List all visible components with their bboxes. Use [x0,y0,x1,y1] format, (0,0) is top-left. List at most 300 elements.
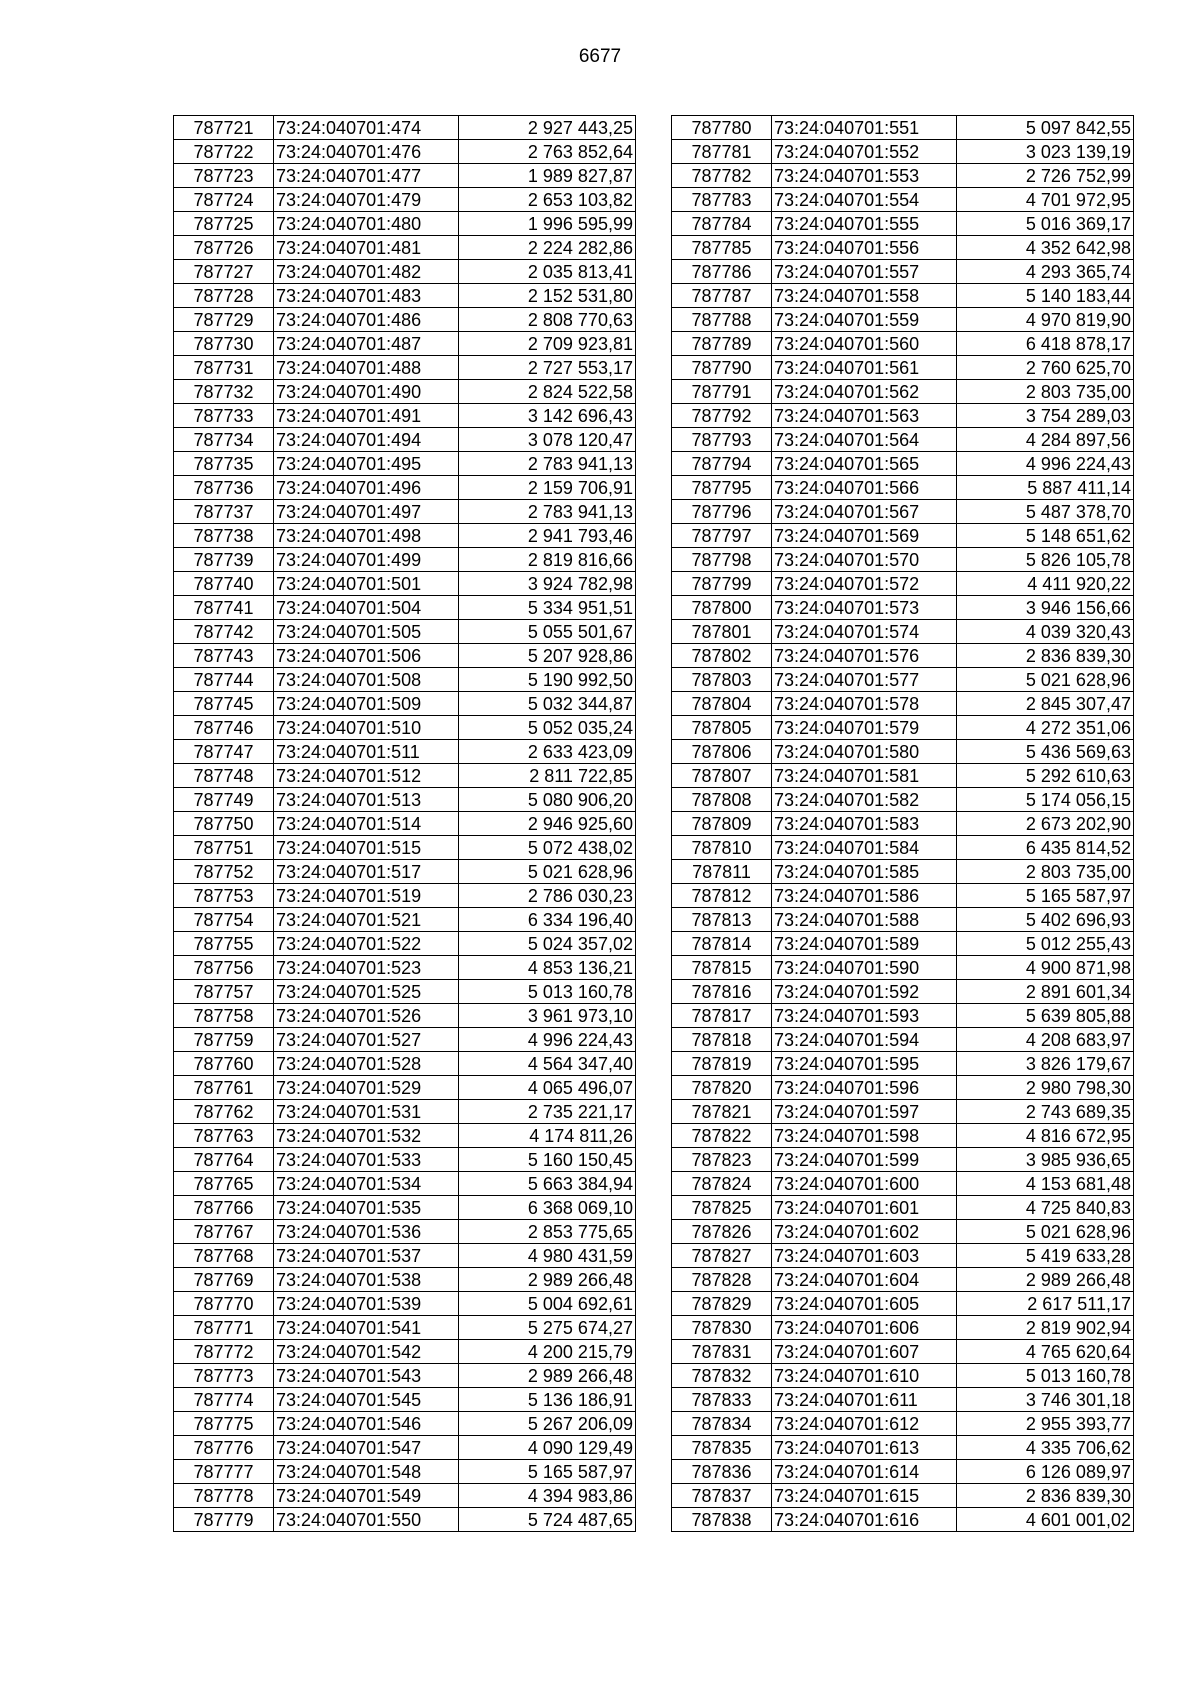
cadastral-number-cell: 73:24:040701:546 [274,1412,459,1436]
row-number-cell: 787745 [174,692,274,716]
row-number-cell: 787781 [672,140,772,164]
row-number-cell: 787772 [174,1340,274,1364]
row-number-cell: 787838 [672,1508,772,1532]
cadastral-number-cell: 73:24:040701:488 [274,356,459,380]
table-row [174,980,636,1004]
table-row [672,1340,1134,1364]
row-number-cell: 787735 [174,452,274,476]
table-row [174,140,636,164]
cadastral-number-cell: 73:24:040701:528 [274,1052,459,1076]
cadastral-number-cell: 73:24:040701:590 [772,956,957,980]
cadastral-number-cell: 73:24:040701:565 [772,452,957,476]
value-cell: 2 836 839,30 [957,1484,1134,1508]
cadastral-number-cell: 73:24:040701:505 [274,620,459,644]
row-number-cell: 787771 [174,1316,274,1340]
table-row [174,476,636,500]
row-number-cell: 787836 [672,1460,772,1484]
row-number-cell: 787831 [672,1340,772,1364]
row-number-cell: 787790 [672,356,772,380]
cadastral-number-cell: 73:24:040701:497 [274,500,459,524]
table-row [672,1388,1134,1412]
value-cell: 5 487 378,70 [957,500,1134,524]
table-row [672,1292,1134,1316]
row-number-cell: 787737 [174,500,274,524]
table-row [672,140,1134,164]
value-cell: 4 816 672,95 [957,1124,1134,1148]
table-row [672,1244,1134,1268]
table-row [174,1340,636,1364]
row-number-cell: 787825 [672,1196,772,1220]
cadastral-number-cell: 73:24:040701:525 [274,980,459,1004]
table-row [672,188,1134,212]
value-cell: 4 853 136,21 [459,956,636,980]
table-row [672,1412,1134,1436]
table-row [174,116,636,140]
row-number-cell: 787750 [174,812,274,836]
table-row [672,404,1134,428]
table-row [672,1460,1134,1484]
row-number-cell: 787762 [174,1100,274,1124]
value-cell: 2 783 941,13 [459,452,636,476]
cadastral-number-cell: 73:24:040701:537 [274,1244,459,1268]
value-cell: 2 159 706,91 [459,476,636,500]
cadastral-number-cell: 73:24:040701:521 [274,908,459,932]
value-cell: 2 803 735,00 [957,380,1134,404]
cadastral-number-cell: 73:24:040701:597 [772,1100,957,1124]
row-number-cell: 787760 [174,1052,274,1076]
table-row [174,1484,636,1508]
row-number-cell: 787774 [174,1388,274,1412]
row-number-cell: 787742 [174,620,274,644]
cadastral-number-cell: 73:24:040701:515 [274,836,459,860]
value-cell: 5 267 206,09 [459,1412,636,1436]
row-number-cell: 787725 [174,212,274,236]
value-cell: 5 021 628,96 [957,1220,1134,1244]
row-number-cell: 787837 [672,1484,772,1508]
value-cell: 2 735 221,17 [459,1100,636,1124]
cadastral-number-cell: 73:24:040701:548 [274,1460,459,1484]
cadastral-number-cell: 73:24:040701:529 [274,1076,459,1100]
value-cell: 5 724 487,65 [459,1508,636,1532]
row-number-cell: 787730 [174,332,274,356]
value-cell: 5 148 651,62 [957,524,1134,548]
cadastral-number-cell: 73:24:040701:512 [274,764,459,788]
value-cell: 5 292 610,63 [957,764,1134,788]
table-row [174,260,636,284]
row-number-cell: 787802 [672,644,772,668]
cadastral-number-cell: 73:24:040701:563 [772,404,957,428]
value-cell: 5 055 501,67 [459,620,636,644]
cadastral-number-cell: 73:24:040701:535 [274,1196,459,1220]
value-cell: 4 765 620,64 [957,1340,1134,1364]
cadastral-number-cell: 73:24:040701:509 [274,692,459,716]
table-row [174,1172,636,1196]
value-cell: 2 760 625,70 [957,356,1134,380]
value-cell: 3 985 936,65 [957,1148,1134,1172]
value-cell: 5 024 357,02 [459,932,636,956]
value-cell: 2 989 266,48 [957,1268,1134,1292]
table-row [672,548,1134,572]
table-row [174,740,636,764]
row-number-cell: 787817 [672,1004,772,1028]
value-cell: 2 783 941,13 [459,500,636,524]
table-row [672,452,1134,476]
row-number-cell: 787813 [672,908,772,932]
value-cell: 3 746 301,18 [957,1388,1134,1412]
value-cell: 3 961 973,10 [459,1004,636,1028]
row-number-cell: 787764 [174,1148,274,1172]
value-cell: 2 891 601,34 [957,980,1134,1004]
cadastral-number-cell: 73:24:040701:604 [772,1268,957,1292]
row-number-cell: 787778 [174,1484,274,1508]
cadastral-number-cell: 73:24:040701:564 [772,428,957,452]
value-cell: 2 743 689,35 [957,1100,1134,1124]
value-cell: 5 032 344,87 [459,692,636,716]
table-row [174,1196,636,1220]
table-row [672,836,1134,860]
value-cell: 5 419 633,28 [957,1244,1134,1268]
value-cell: 4 394 983,86 [459,1484,636,1508]
row-number-cell: 787756 [174,956,274,980]
table-row [672,716,1134,740]
row-number-cell: 787832 [672,1364,772,1388]
row-number-cell: 787732 [174,380,274,404]
value-cell: 2 763 852,64 [459,140,636,164]
value-cell: 2 786 030,23 [459,884,636,908]
table-row [672,476,1134,500]
table-row [174,1124,636,1148]
cadastral-number-cell: 73:24:040701:560 [772,332,957,356]
cadastral-number-cell: 73:24:040701:482 [274,260,459,284]
table-row [672,1028,1134,1052]
value-cell: 5 826 105,78 [957,548,1134,572]
cadastral-number-cell: 73:24:040701:576 [772,644,957,668]
cadastral-number-cell: 73:24:040701:567 [772,500,957,524]
table-row [174,428,636,452]
table-row [672,1100,1134,1124]
table-row [672,1196,1134,1220]
cadastral-number-cell: 73:24:040701:477 [274,164,459,188]
cadastral-number-cell: 73:24:040701:579 [772,716,957,740]
table-row [174,188,636,212]
table-row [174,764,636,788]
table-row [672,1268,1134,1292]
value-cell: 2 836 839,30 [957,644,1134,668]
cadastral-number-cell: 73:24:040701:607 [772,1340,957,1364]
row-number-cell: 787767 [174,1220,274,1244]
row-number-cell: 787734 [174,428,274,452]
value-cell: 5 663 384,94 [459,1172,636,1196]
table-row [174,284,636,308]
row-number-cell: 787783 [672,188,772,212]
cadastral-number-cell: 73:24:040701:506 [274,644,459,668]
cadastral-number-cell: 73:24:040701:561 [772,356,957,380]
table-row [174,1436,636,1460]
row-number-cell: 787743 [174,644,274,668]
value-cell: 2 224 282,86 [459,236,636,260]
row-number-cell: 787827 [672,1244,772,1268]
cadastral-number-cell: 73:24:040701:605 [772,1292,957,1316]
value-cell: 4 996 224,43 [459,1028,636,1052]
row-number-cell: 787810 [672,836,772,860]
row-number-cell: 787755 [174,932,274,956]
cadastral-number-cell: 73:24:040701:532 [274,1124,459,1148]
cadastral-number-cell: 73:24:040701:589 [772,932,957,956]
value-cell: 2 673 202,90 [957,812,1134,836]
value-cell: 5 004 692,61 [459,1292,636,1316]
value-cell: 5 165 587,97 [459,1460,636,1484]
cadastral-number-cell: 73:24:040701:559 [772,308,957,332]
table-row [672,1484,1134,1508]
table-row [174,932,636,956]
table-row [174,620,636,644]
table-row [672,428,1134,452]
value-cell: 5 436 569,63 [957,740,1134,764]
row-number-cell: 787754 [174,908,274,932]
row-number-cell: 787791 [672,380,772,404]
cadastral-number-cell: 73:24:040701:495 [274,452,459,476]
row-number-cell: 787766 [174,1196,274,1220]
table-row [174,956,636,980]
cadastral-number-cell: 73:24:040701:514 [274,812,459,836]
cadastral-number-cell: 73:24:040701:499 [274,548,459,572]
value-cell: 5 165 587,97 [957,884,1134,908]
table-row [672,788,1134,812]
cadastral-number-cell: 73:24:040701:552 [772,140,957,164]
row-number-cell: 787789 [672,332,772,356]
value-cell: 4 090 129,49 [459,1436,636,1460]
value-cell: 1 996 595,99 [459,212,636,236]
value-cell: 5 072 438,02 [459,836,636,860]
value-cell: 6 368 069,10 [459,1196,636,1220]
cadastral-number-cell: 73:24:040701:581 [772,764,957,788]
value-cell: 5 207 928,86 [459,644,636,668]
table-row [672,764,1134,788]
table-row [672,1172,1134,1196]
value-cell: 4 174 811,26 [459,1124,636,1148]
table-row [672,164,1134,188]
cadastral-number-cell: 73:24:040701:569 [772,524,957,548]
row-number-cell: 787795 [672,476,772,500]
cadastral-number-cell: 73:24:040701:501 [274,572,459,596]
row-number-cell: 787822 [672,1124,772,1148]
row-number-cell: 787776 [174,1436,274,1460]
value-cell: 2 709 923,81 [459,332,636,356]
table-row [672,620,1134,644]
value-cell: 4 335 706,62 [957,1436,1134,1460]
table-row [672,884,1134,908]
row-number-cell: 787828 [672,1268,772,1292]
row-number-cell: 787801 [672,620,772,644]
cadastral-number-cell: 73:24:040701:543 [274,1364,459,1388]
value-cell: 5 136 186,91 [459,1388,636,1412]
register-table-right [671,115,1134,1532]
row-number-cell: 787808 [672,788,772,812]
value-cell: 5 140 183,44 [957,284,1134,308]
table-row [174,212,636,236]
row-number-cell: 787751 [174,836,274,860]
row-number-cell: 787726 [174,236,274,260]
row-number-cell: 787819 [672,1052,772,1076]
cadastral-number-cell: 73:24:040701:586 [772,884,957,908]
table-row [672,1220,1134,1244]
value-cell: 6 435 814,52 [957,836,1134,860]
table-row [174,548,636,572]
row-number-cell: 787826 [672,1220,772,1244]
row-number-cell: 787788 [672,308,772,332]
cadastral-number-cell: 73:24:040701:612 [772,1412,957,1436]
cadastral-number-cell: 73:24:040701:593 [772,1004,957,1028]
value-cell: 2 811 722,85 [459,764,636,788]
table-row [174,308,636,332]
value-cell: 4 900 871,98 [957,956,1134,980]
cadastral-number-cell: 73:24:040701:476 [274,140,459,164]
table-row [174,1460,636,1484]
value-cell: 5 275 674,27 [459,1316,636,1340]
table-row [672,380,1134,404]
value-cell: 2 726 752,99 [957,164,1134,188]
table-row [672,1148,1134,1172]
table-row [672,1052,1134,1076]
table-row [174,812,636,836]
row-number-cell: 787752 [174,860,274,884]
row-number-cell: 787830 [672,1316,772,1340]
row-number-cell: 787784 [672,212,772,236]
table-row [174,1244,636,1268]
cadastral-number-cell: 73:24:040701:610 [772,1364,957,1388]
row-number-cell: 787818 [672,1028,772,1052]
value-cell: 4 970 819,90 [957,308,1134,332]
value-cell: 2 955 393,77 [957,1412,1134,1436]
row-number-cell: 787777 [174,1460,274,1484]
value-cell: 2 927 443,25 [459,116,636,140]
value-cell: 5 097 842,55 [957,116,1134,140]
value-cell: 2 946 925,60 [459,812,636,836]
cadastral-number-cell: 73:24:040701:496 [274,476,459,500]
value-cell: 5 080 906,20 [459,788,636,812]
table-row [672,1436,1134,1460]
cadastral-number-cell: 73:24:040701:613 [772,1436,957,1460]
value-cell: 4 564 347,40 [459,1052,636,1076]
row-number-cell: 787775 [174,1412,274,1436]
table-row [672,956,1134,980]
table-row [672,908,1134,932]
row-number-cell: 787824 [672,1172,772,1196]
row-number-cell: 787816 [672,980,772,1004]
value-cell: 2 808 770,63 [459,308,636,332]
row-number-cell: 787733 [174,404,274,428]
value-cell: 5 021 628,96 [957,668,1134,692]
cadastral-number-cell: 73:24:040701:570 [772,548,957,572]
table-row [174,164,636,188]
table-row [174,452,636,476]
value-cell: 4 065 496,07 [459,1076,636,1100]
table-row [174,596,636,620]
cadastral-number-cell: 73:24:040701:596 [772,1076,957,1100]
cadastral-number-cell: 73:24:040701:578 [772,692,957,716]
cadastral-number-cell: 73:24:040701:588 [772,908,957,932]
value-cell: 2 803 735,00 [957,860,1134,884]
value-cell: 4 272 351,06 [957,716,1134,740]
value-cell: 3 142 696,43 [459,404,636,428]
row-number-cell: 787786 [672,260,772,284]
cadastral-number-cell: 73:24:040701:602 [772,1220,957,1244]
cadastral-number-cell: 73:24:040701:541 [274,1316,459,1340]
cadastral-number-cell: 73:24:040701:508 [274,668,459,692]
value-cell: 2 989 266,48 [459,1268,636,1292]
cadastral-number-cell: 73:24:040701:526 [274,1004,459,1028]
cadastral-number-cell: 73:24:040701:592 [772,980,957,1004]
row-number-cell: 787797 [672,524,772,548]
row-number-cell: 787796 [672,500,772,524]
value-cell: 4 352 642,98 [957,236,1134,260]
value-cell: 2 152 531,80 [459,284,636,308]
value-cell: 2 035 813,41 [459,260,636,284]
cadastral-number-cell: 73:24:040701:531 [274,1100,459,1124]
cadastral-number-cell: 73:24:040701:549 [274,1484,459,1508]
cadastral-number-cell: 73:24:040701:614 [772,1460,957,1484]
row-number-cell: 787757 [174,980,274,1004]
cadastral-number-cell: 73:24:040701:479 [274,188,459,212]
table-row [174,860,636,884]
cadastral-number-cell: 73:24:040701:542 [274,1340,459,1364]
value-cell: 2 653 103,82 [459,188,636,212]
value-cell: 2 633 423,09 [459,740,636,764]
row-number-cell: 787834 [672,1412,772,1436]
table-row [672,1364,1134,1388]
table-row [174,836,636,860]
value-cell: 3 023 139,19 [957,140,1134,164]
table-row [672,284,1134,308]
table-row [174,1412,636,1436]
row-number-cell: 787722 [174,140,274,164]
cadastral-number-cell: 73:24:040701:573 [772,596,957,620]
row-number-cell: 787739 [174,548,274,572]
cadastral-number-cell: 73:24:040701:545 [274,1388,459,1412]
cadastral-number-cell: 73:24:040701:487 [274,332,459,356]
value-cell: 5 639 805,88 [957,1004,1134,1028]
cadastral-number-cell: 73:24:040701:550 [274,1508,459,1532]
cadastral-number-cell: 73:24:040701:577 [772,668,957,692]
value-cell: 5 160 150,45 [459,1148,636,1172]
table-row [174,908,636,932]
row-number-cell: 787761 [174,1076,274,1100]
cadastral-number-cell: 73:24:040701:486 [274,308,459,332]
table-row [672,740,1134,764]
table-row [672,932,1134,956]
cadastral-number-cell: 73:24:040701:536 [274,1220,459,1244]
cadastral-number-cell: 73:24:040701:504 [274,596,459,620]
value-cell: 5 190 992,50 [459,668,636,692]
table-row [174,1076,636,1100]
cadastral-number-cell: 73:24:040701:547 [274,1436,459,1460]
table-row [672,1508,1134,1532]
row-number-cell: 787724 [174,188,274,212]
value-cell: 4 725 840,83 [957,1196,1134,1220]
row-number-cell: 787780 [672,116,772,140]
row-number-cell: 787727 [174,260,274,284]
table-row [174,500,636,524]
table-row [672,524,1134,548]
row-number-cell: 787806 [672,740,772,764]
cadastral-number-cell: 73:24:040701:601 [772,1196,957,1220]
row-number-cell: 787723 [174,164,274,188]
cadastral-number-cell: 73:24:040701:534 [274,1172,459,1196]
table-row [672,212,1134,236]
cadastral-number-cell: 73:24:040701:574 [772,620,957,644]
table-row [672,236,1134,260]
value-cell: 3 924 782,98 [459,572,636,596]
